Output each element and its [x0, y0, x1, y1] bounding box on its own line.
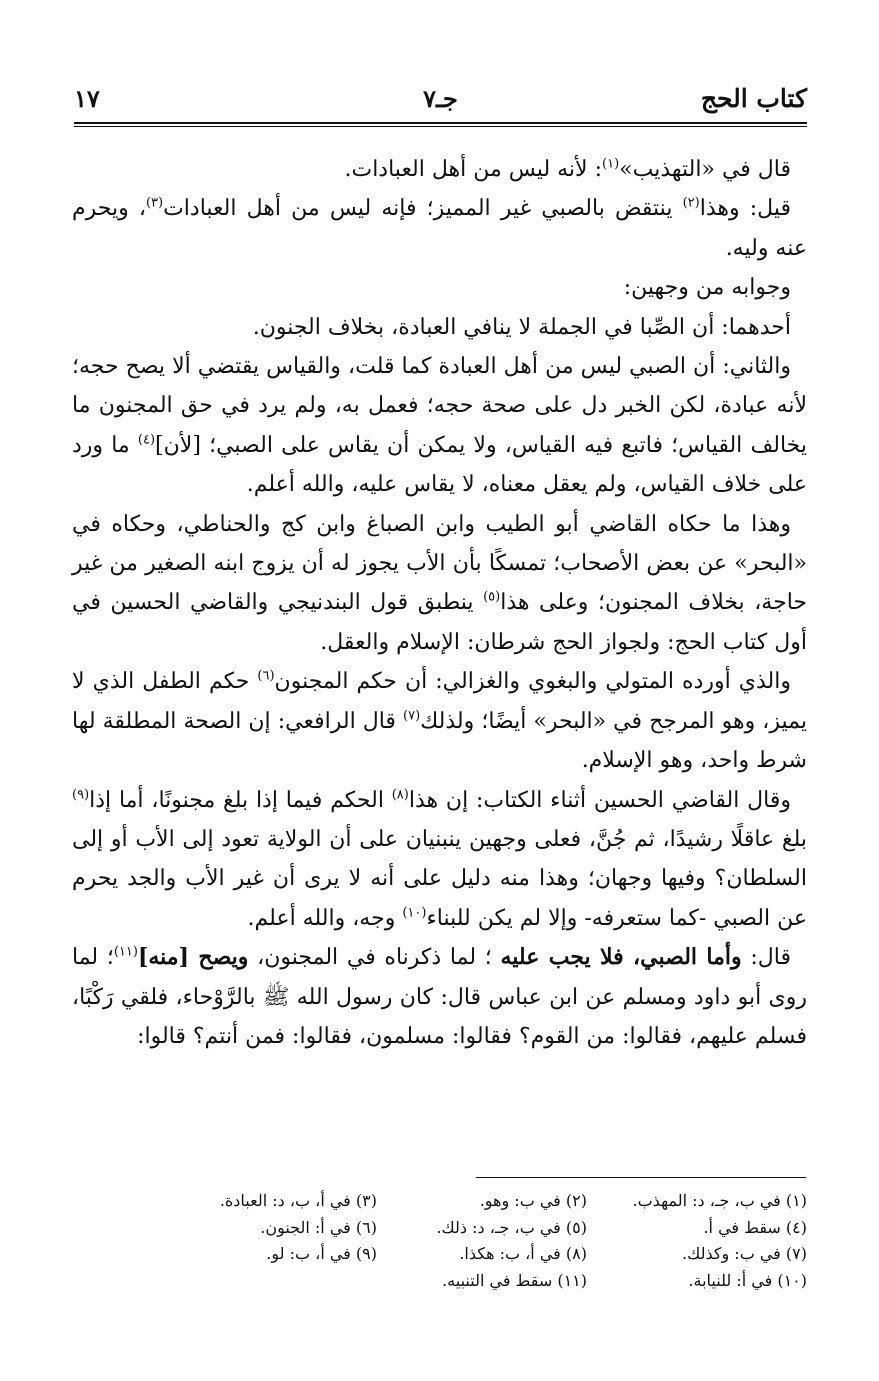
header-rule-thick — [74, 122, 807, 124]
footnote-row — [147, 1268, 807, 1295]
page-header — [74, 84, 807, 120]
footnote: (١١) سقط في التنبيه. — [442, 1270, 587, 1290]
paragraph: وجوابه من وجهين: — [623, 275, 791, 301]
footnote — [167, 1268, 377, 1295]
footnote: (٦) في أ: الجنون. — [260, 1217, 377, 1237]
paragraph: وقال القاضي الحسين أثناء الكتاب: إن هذا$^{(٨)}$ الحكم فيما إذا بلغ مجنونًا، أما إذا$^{(٩)}$ بلغ عاقلًا رشيدًا، ثم جُنَّ، فعلى وجهين ينبنيان على أن الولاية تعود إلى الأب أو إلى السلطان؟ وفيها وجهان؛ وهذا منه دليل على أنه لا يرى أن غير الأب والجد يحرم عن الصبي -كما ستعرفه- وإلا لم يكن للبناء$^{(١٠)}$ وجه، والله أعلم. — [72, 787, 807, 931]
footnote: (٣) في أ، ب، د: العبادة. — [219, 1191, 377, 1210]
paragraph: قيل: وهذا$^{(٢)}$ ينتقض بالصبي غير المميز؛ فإنه ليس من أهل العبادات$^{(٣)}$، ويحرم عنه وليه. — [72, 196, 807, 261]
footnote-ref[interactable]: (٢) — [682, 196, 700, 212]
footnote-ref[interactable]: (٩) — [72, 787, 90, 803]
footnote-ref[interactable]: (١) — [602, 156, 620, 172]
footnote-row — [147, 1215, 807, 1242]
footnote: (٧) في ب: وكذلك. — [682, 1244, 807, 1263]
footnote-ref[interactable]: (٨) — [391, 787, 409, 803]
paragraph: قال: وأما الصبي، فلا يجب عليه ؛ لما ذكرناه في المجنون، ويصح [منه]$^{(١١)}$؛ لما روى أبو داود ومسلم عن ابن عباس قال: كان رسول الله ﷺ بالرَّوْحاء، فلقي رَكْبًا، فسلم عليهم، فقالوا: من القوم؟ فقالوا: مسلمون، فقالوا: فمن أنتم؟ قالوا: — [72, 944, 807, 1049]
footnote-separator — [476, 1177, 806, 1178]
page-number: ١٧ — [74, 84, 100, 113]
running-title: كتاب الحج — [700, 84, 807, 113]
footnote-ref[interactable]: (٣) — [145, 196, 164, 212]
footnote-ref[interactable]: (٤) — [137, 432, 156, 448]
footnote: (٥) في ب، جـ، د: ذلك. — [436, 1217, 587, 1237]
header-rule-thin — [74, 126, 807, 127]
footnote: (٨) في أ، ب: هكذا. — [459, 1244, 587, 1263]
footnote: (١٠) في أ: للنيابة. — [688, 1270, 807, 1290]
paragraph: أحدهما: أن الصِّبا في الجملة لا ينافي العبادة، بخلاف الجنون. — [252, 314, 791, 340]
footnote-row — [147, 1241, 807, 1268]
paragraph: والثاني: أن الصبي ليس من أهل العبادة كما قلت، والقياس يقتضي ألا يصح حجه؛ لأنه عبادة، لكن الخبر دل على صحة حجه؛ فعمل به، ولم يرد في حق المجنون ما يخالف القياس؛ فاتبع فيه القياس، ولا يمكن أن يقاس على الصبي؛ [لأن]$^{(٤)}$ ما ورد على خلاف القياس، ولم يعقل معناه، لا يقاس عليه، والله أعلم. — [72, 354, 807, 498]
footnote-ref[interactable]: (١٠) — [402, 905, 427, 921]
footnote: (١) في ب، جـ، د: المهذب. — [632, 1191, 807, 1210]
footnote-ref[interactable]: (١١) — [113, 944, 138, 960]
footnote-ref[interactable]: (٧) — [403, 708, 421, 724]
footnotes — [147, 1188, 807, 1294]
footnote-ref[interactable]: (٥) — [483, 590, 501, 606]
footnote: (٤) سقط في أ. — [703, 1217, 807, 1237]
footnote: (٢) في ب: وهو. — [479, 1191, 587, 1210]
bold-matn: وأما الصبي، فلا يجب عليه — [500, 944, 742, 971]
footnote-row — [147, 1188, 807, 1215]
paragraph: والذي أورده المتولي والبغوي والغزالي: أن حكم المجنون$^{(٦)}$ حكم الطفل الذي لا يميز، وهو المرجح في «البحر» أيضًا؛ ولذلك$^{(٧)}$ قال الرافعي: إن الصحة المطلقة لها شرط واحد، وهو الإسلام. — [72, 668, 807, 774]
main-text — [72, 150, 807, 1056]
paragraph: قال في «التهذيب»$^{(١)}$: لأنه ليس من أهل العبادات. — [344, 156, 791, 182]
bold-matn: ويصح [منه] — [137, 944, 249, 971]
paragraph: وهذا ما حكاه القاضي أبو الطيب وابن الصباغ وابن كج والحناطي، وحكاه في «البحر» عن بعض الأصحاب؛ تمسكًا بأن الأب يجوز له أن يزوج ابنه الصغير من غير حاجة، بخلاف المجنون؛ وعلى هذا$^{(٥)}$ ينطبق قول البندنيجي والقاضي الحسين في أول كتاب الحج: ولجواز الحج شرطان: الإسلام والعقل. — [72, 511, 807, 655]
footnote-ref[interactable]: (٦) — [257, 668, 275, 684]
volume-label: جـ٧ — [423, 84, 458, 113]
footnote: (٩) في أ، ب: لو. — [266, 1244, 377, 1263]
